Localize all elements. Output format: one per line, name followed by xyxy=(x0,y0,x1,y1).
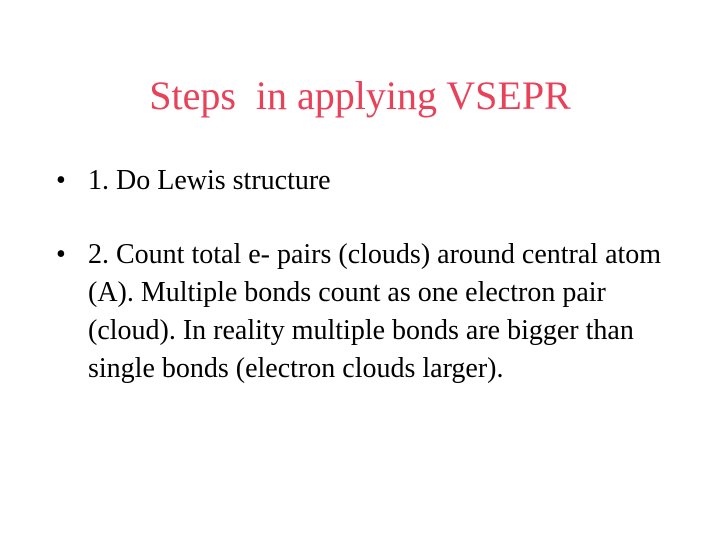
slide-title: Steps in applying VSEPR xyxy=(149,73,571,118)
bullet-text: 1. Do Lewis structure xyxy=(88,165,331,196)
bullet-item xyxy=(56,236,676,388)
bullet-list xyxy=(56,162,676,388)
bullet-dot-icon: • xyxy=(56,165,66,196)
bullet-item xyxy=(56,162,676,200)
bullet-dot-icon: • xyxy=(56,239,66,270)
bullet-text: 2. Count total e- pairs (clouds) around central atom (A). Multiple bonds count as one electron pair (cloud). In reality multiple bonds are bigger than single bonds (electron clouds larger). xyxy=(88,239,662,384)
